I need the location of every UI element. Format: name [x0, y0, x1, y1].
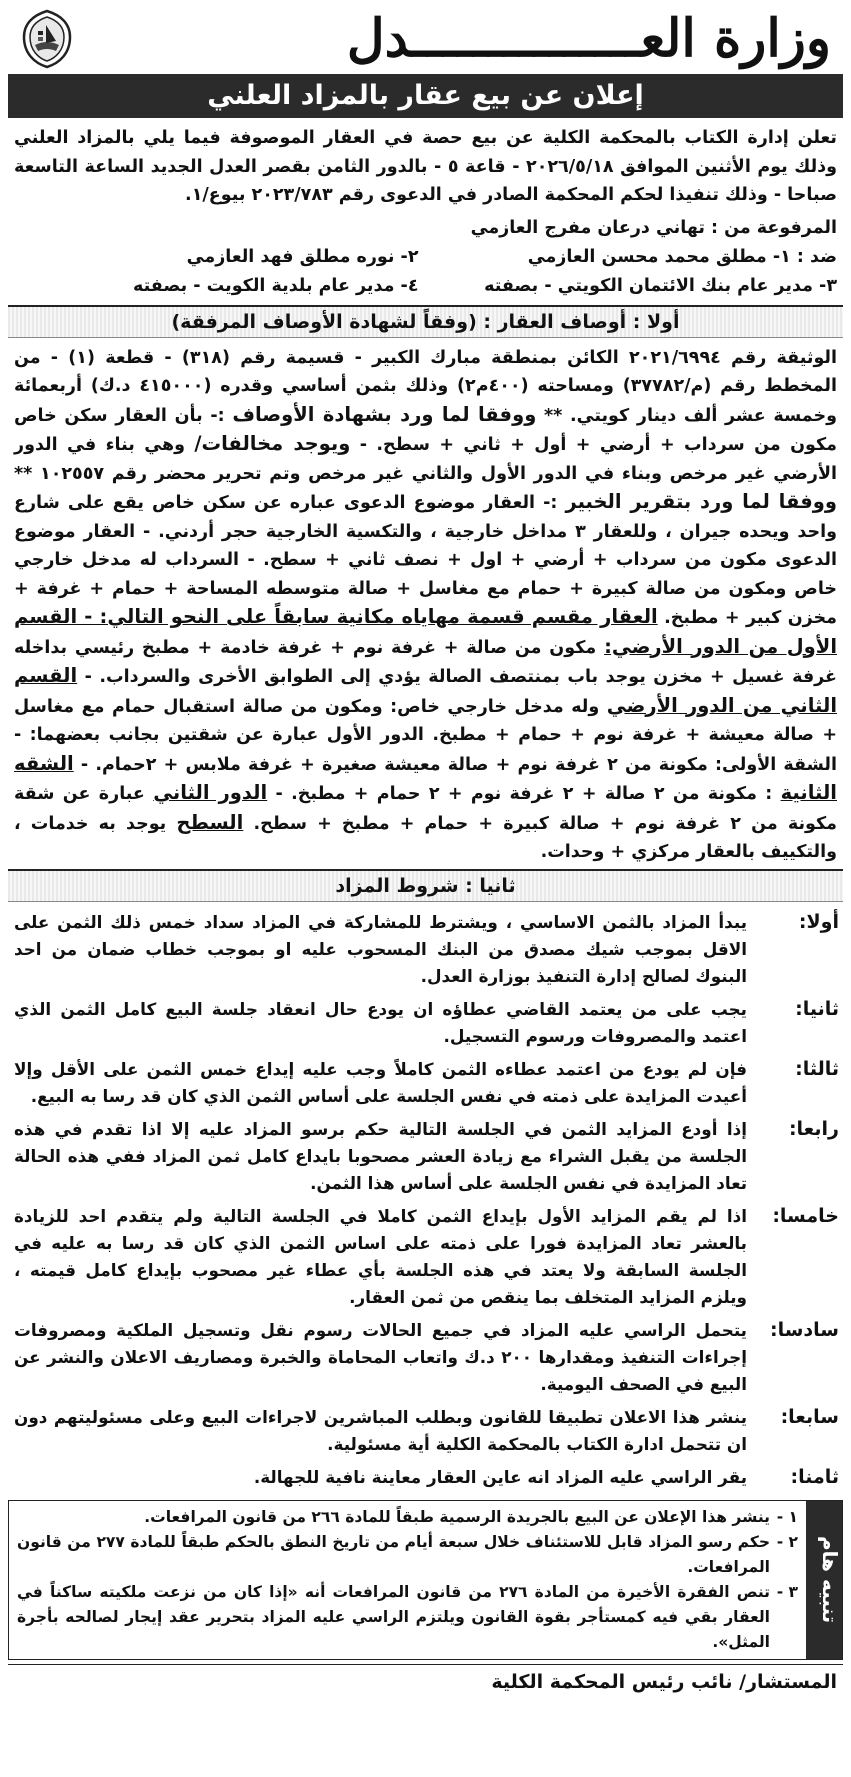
condition-item	[8, 1113, 843, 1200]
notice-tab-label: تنبيه هام	[806, 1501, 842, 1659]
notice-text: تنص الفقرة الأخيرة من المادة ٢٧٦ من قانون المرافعات أنه «إذا كان من نزعت ملكيته ساكناً في العقار بقي فيه كمستأجر بقوة القانون ويلتزم الراسي عليه المزاد بتحرير عقد إيجار لصالحه بأجرة المثل».	[17, 1582, 770, 1651]
condition-item	[8, 1401, 843, 1461]
condition-text: اذا لم يقم المزايد الأول بإيداع الثمن كاملا في الجلسة التالية ولم يتقدم احد للزيادة بالعشر تعاد المزايدة فورا على ذمته على اساس الثمن الذي كان قد رسا به عليه في الجلسة السابقة ولا يعتد في هذه الجلسة بأي عطاء غير مصحوب بإيداع كامل قيمته ، ويلزم المزايد المتخلف بما ينقص من ثمن العقار.	[14, 1205, 747, 1307]
desc-part: :- العقار موضوع الدعوى عباره عن سكن خاص يقع على شارع واحد ويحده جيران ، وللعقار ٣ مداخل خارجية ، والتكسية الخارجية حجر أردني. - العقار موضوع الدعوى مكون من سرداب + أرضي + اول + نصف ثاني + سطح. - السرداب له مدخل خارجي خاص ومكون من صالة كبيرة + حمام مع مغاسل + صالة متوسطه المساحة + حمام + غرفة + مخزن كبير + مطبخ.	[14, 493, 838, 628]
notice-number: ١ -	[776, 1507, 798, 1526]
condition-item	[8, 1200, 843, 1314]
desc-underlined: الشقه الثانية	[14, 751, 837, 804]
condition-label: رابعا:	[788, 1117, 839, 1140]
condition-label: ثالثا:	[795, 1057, 839, 1080]
condition-text: فإن لم يودع من اعتمد عطاءه الثمن كاملاً وجب عليه إيداع خمس الثمن على الأقل وإلا أعيدت المزايدة على ذمته في نفس الجلسة على أساس الثمن الذي كان قد رسا به البيع.	[14, 1058, 747, 1106]
desc-underlined: العقار مقسم قسمة مهاياه مكانية سابقاً على النحو التالي: - القسم الأول من الدور الأرضي:	[14, 605, 837, 658]
condition-label: خامسا:	[772, 1204, 839, 1227]
defendant-3: ٣- مدير عام بنك الائتمان الكويتي - بصفته	[484, 275, 837, 296]
condition-label: ثامنا:	[790, 1465, 839, 1488]
condition-label: أولا:	[798, 910, 839, 933]
masthead	[8, 6, 843, 72]
defendant-2: ٢- نوره مطلق فهد العازمي	[186, 246, 419, 267]
desc-part: : مكونة من ٢ صالة + ٢ غرفة نوم + ٢ حمام + مطبخ. -	[267, 784, 781, 804]
desc-underlined: القسم الثاني من الدور الأرضي	[14, 664, 838, 717]
notice-number: ٣ -	[776, 1582, 798, 1601]
property-description	[8, 338, 843, 869]
property-description-heading: أولا : أوصاف العقار : (وفقاً لشهادة الأوصاف المرفقة)	[8, 305, 843, 338]
desc-part: مكون من صالة + غرفة نوم + غرفة خادمة + مطبخ رئيسي بداخله غرفة غسيل + مخزن يوجد باب بمنتصف الصالة يؤدي إلى الطوابق الأخرى والسرداب. -	[14, 637, 837, 687]
desc-part: عبارة عن شقة مكونة من ٢ غرفة نوم + صالة كبيرة + حمام + مطبخ + سطح.	[14, 784, 837, 834]
notice-number: ٢ -	[776, 1532, 798, 1551]
auction-conditions	[8, 902, 843, 1494]
signature-line: المستشار/ نائب رئيس المحكمة الكلية	[8, 1664, 843, 1699]
desc-part: الوثيقة رقم ٢٠٢١/٦٩٩٤ الكائن بمنطقة مبارك الكبير - قسيمة رقم (٣١٨) - قطعة (١) - من المخطط رقم (م/٣٧٧٨٢) ومساحته (٤٠٠م٢) وذلك بثمن أساسي وقدره (٤١٥٠٠٠ د.ك) أربعمائة وخمسة عشر ألف دينار كويتي. **	[14, 347, 838, 426]
desc-underlined: السطح	[176, 810, 244, 834]
notice-item	[17, 1530, 798, 1580]
notice-text: حكم رسو المزاد قابل للاستئناف خلال سبعة أيام من تاريخ النطق بالحكم طبقاً للمادة ٢٧٧ من قانون المرافعات.	[17, 1532, 770, 1576]
ministry-title: وزارة العـــــــــــــــدل	[346, 8, 831, 69]
property-description-text	[14, 344, 837, 867]
notice-box	[8, 1500, 843, 1660]
desc-part: يوجد به خدمات ، والتكييف بالعقار مركزي + وحدات.	[14, 813, 837, 862]
desc-part: وله مدخل خارجي خاص: ومكون من صالة استقبال حمام مع مغاسل + صالة معيشة + غرفة نوم + حمام + مطبخ. الدور الأول عبارة عن شقتين بجانب بعضهما: - الشقة الأولى: مكونة من ٢ غرفة نوم + صالة معيشة صغيرة + غرفة ملابس + ٢حمام. -	[14, 696, 837, 775]
announcement-banner: إعلان عن بيع عقار بالمزاد العلني	[8, 74, 843, 118]
kuwait-emblem-icon	[20, 9, 74, 69]
notice-list	[9, 1501, 806, 1659]
intro-section	[8, 118, 843, 214]
condition-item	[8, 1314, 843, 1401]
notice-item	[17, 1505, 798, 1530]
notice-item	[17, 1580, 798, 1655]
notice-text: ينشر هذا الإعلان عن البيع بالجريدة الرسمية طبقاً للمادة ٢٦٦ من قانون المرافعات.	[144, 1507, 770, 1526]
condition-item	[8, 906, 843, 993]
condition-text: يقر الراسي عليه المزاد انه عاين العقار معاينة نافية للجهالة.	[253, 1466, 747, 1487]
condition-label: ثانيا:	[795, 997, 839, 1020]
condition-text: يتحمل الراسي عليه المزاد في جميع الحالات رسوم نقل وتسجيل الملكية ومصروفات إجراءات التنفيذ ومقدارها ٢٠٠ د.ك واتعاب المحاماة والخبرة ومصاريف الاعلان والنشر عن البيع في الصحف اليومية.	[14, 1319, 748, 1394]
condition-text: يجب على من يعتمد القاضي عطاؤه ان يودع حال انعقاد جلسة البيع كامل الثمن الذي اعتمد والمصروفات ورسوم التسجيل.	[14, 998, 747, 1046]
auction-conditions-heading: ثانيا : شروط المزاد	[8, 869, 843, 902]
desc-underlined: الدور الثاني	[153, 781, 268, 804]
desc-emphasis: ويوجد مخالفات/	[194, 432, 351, 455]
condition-text: إذا أودع المزايد الثمن في الجلسة التالية حكم برسو المزاد عليه إلا اذا تقدم في هذه الجلسة من يقبل الشراء مع زيادة العشر مصحوبا بايداع كامل ثمن المزاد ففي هذه الحالة تعاد المزايدة في نفس الجلسة على أساس هذا الثمن.	[14, 1118, 747, 1193]
condition-text: يبدأ المزاد بالثمن الاساسي ، ويشترط للمشاركة في المزاد سداد خمس ذلك الثمن على الاقل بموجب شيك مصدق من البنك المسحوب عليه او بموجب خطاب ضمان من احد البنوك لصالح إدارة التنفيذ بوزارة العدل.	[14, 911, 747, 986]
plaintiff-line: المرفوعة من : تهاني درعان مفرج العازمي	[470, 217, 837, 238]
condition-item	[8, 1053, 843, 1113]
condition-label: سادسا:	[770, 1318, 839, 1341]
condition-item	[8, 993, 843, 1053]
condition-item	[8, 1461, 843, 1494]
desc-part: وهي بناء في الدور الأرضي غير مرخص وبناء في الدور الأول والثاني غير مرخص وتم تحرير محضر رقم ١٠٢٥٥٧ **	[14, 435, 837, 484]
condition-text: ينشر هذا الاعلان تطبيقا للقانون وبطلب المباشرين لاجراءات البيع وعلى مسئوليتهم دون ان تتحمل ادارة الكتاب بالمحكمة الكلية أية مسئولية.	[14, 1406, 747, 1454]
defendants-grid	[8, 243, 843, 305]
condition-label: سابعا:	[780, 1405, 839, 1428]
defendant-1: ضد : ١- مطلق محمد محسن العازمي	[527, 246, 837, 267]
desc-emphasis: ووفقا لما ورد بتقرير الخبير	[565, 490, 837, 513]
intro-text: تعلن إدارة الكتاب بالمحكمة الكلية عن بيع حصة في العقار الموصوفة فيما يلي بالمزاد العلني وذلك يوم الأثنين الموافق ٢٠٢٦/٥/١٨ - قاعة ٥ - بالدور الثامن بقصر العدل الجديد الساعة التاسعة صباحا - وذلك تنفيذا لحكم المحكمة الصادر في الدعوى رقم ٢٠٢٣/٧٨٣ بيوع/١.	[14, 128, 838, 205]
desc-part: :- بأن العقار سكن خاص مكون من سرداب + أرضي + أول + ثاني + سطح. -	[14, 405, 837, 455]
desc-emphasis: ووفقا لما ورد بشهادة الأوصاف	[232, 402, 537, 426]
defendant-4: ٤- مدير عام بلدية الكويت - بصفته	[132, 275, 419, 296]
